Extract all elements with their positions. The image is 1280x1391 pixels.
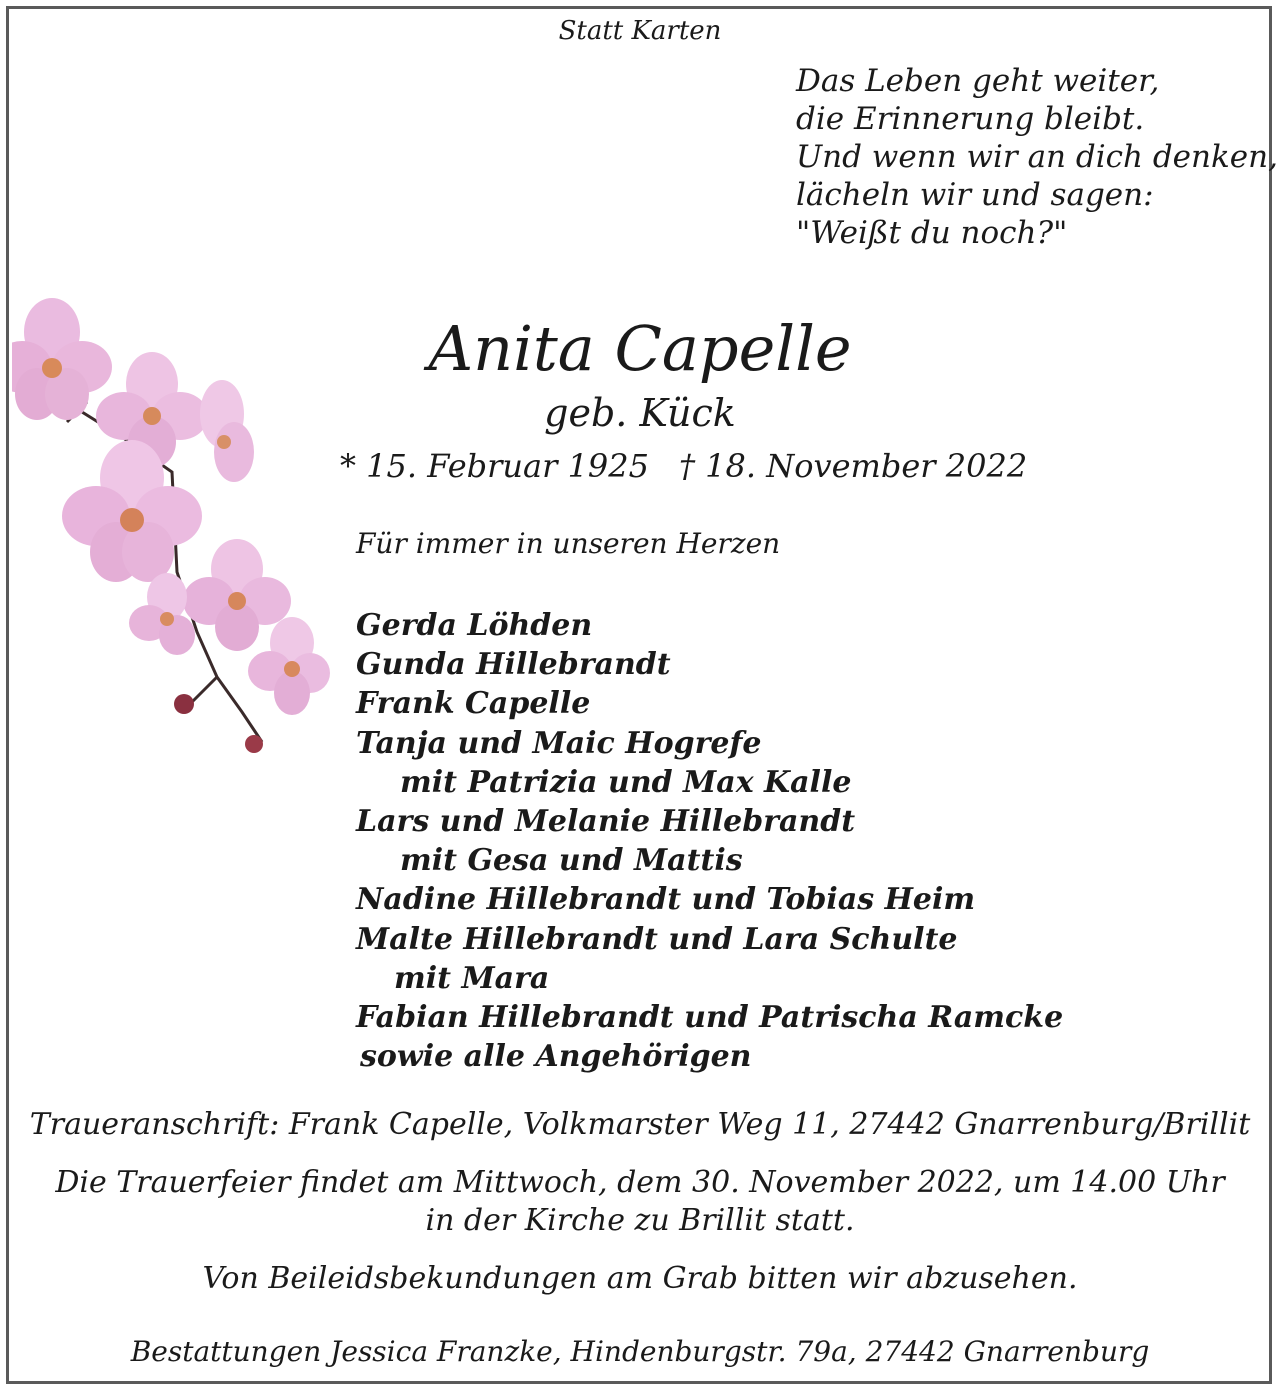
mourner-line: Tanja und Maic Hogrefe (356, 725, 762, 761)
service-line: in der Kirche zu Brillit statt. (425, 1203, 855, 1238)
mourner-line: Fabian Hillebrandt und Patrischa Ramcke (356, 1000, 1064, 1036)
mourners-list (356, 606, 1063, 1076)
poem (796, 62, 1278, 252)
deceased-name: Anita Capelle (428, 312, 852, 385)
birth-date: * 15. Februar 1925 (340, 447, 649, 485)
death-date: † 18. November 2022 (679, 447, 1028, 485)
mourner-line: mit Gesa und Mattis (400, 843, 743, 879)
poem-line: "Weißt du noch?" (796, 215, 1068, 251)
header-text: Statt Karten (558, 16, 722, 46)
mourner-line: Lars und Melanie Hillebrandt (356, 804, 856, 840)
condolence-note: Von Beileidsbekundungen am Grab bitten wir abzusehen. (202, 1261, 1078, 1296)
poem-line: die Erinnerung bleibt. (796, 101, 1145, 137)
mourner-line: Frank Capelle (356, 686, 591, 722)
mourning-address: Traueranschrift: Frank Capelle, Volkmarster Weg 11, 27442 Gnarrenburg/Brillit (29, 1107, 1251, 1142)
mourner-line: sowie alle Angehörigen (360, 1039, 752, 1075)
poem-line: Das Leben geht weiter, (796, 63, 1160, 99)
undertaker: Bestattungen Jessica Franzke, Hindenburgstr. 79a, 27442 Gnarrenburg (130, 1335, 1150, 1368)
birth-name: geb. Kück (544, 391, 736, 435)
service-line: Die Trauerfeier findet am Mittwoch, dem 30. November 2022, um 14.00 Uhr (55, 1165, 1225, 1200)
mourner-line: Gunda Hillebrandt (356, 647, 671, 683)
motto: Für immer in unseren Herzen (356, 527, 781, 560)
poem-line: lächeln wir und sagen: (796, 177, 1154, 213)
mourner-line: mit Patrizia und Max Kalle (400, 764, 852, 800)
life-dates (340, 447, 1028, 485)
poem-line: Und wenn wir an dich denken, (796, 139, 1278, 175)
mourner-line: Malte Hillebrandt und Lara Schulte (356, 921, 958, 957)
mourner-line: mit Mara (394, 960, 550, 996)
mourner-line: Gerda Löhden (356, 608, 593, 643)
mourner-line: Nadine Hillebrandt und Tobias Heim (356, 882, 976, 918)
